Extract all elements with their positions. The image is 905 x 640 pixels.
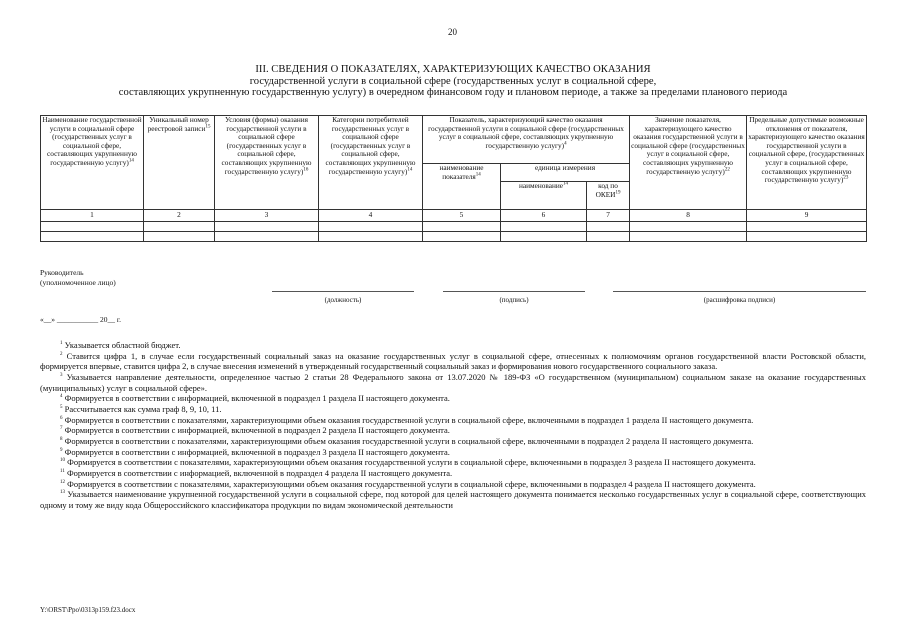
column-number: 4 <box>319 210 423 222</box>
file-path: Y:\ORST\Ppo\0313p159.f23.docx <box>40 606 136 614</box>
header-indicator-name: наименование показателя$^{14}$ <box>423 164 501 210</box>
column-number: 9 <box>747 210 867 222</box>
footnote: $^{13}$ Указывается наименование укрупненной государственной услуги в социальной сфере, под которой для целей настоящего документа понимается несколько государственных услуг в социальной сфере, соответствующих одному и тому же виду кода Общероссийского классификатора продукции по видам экономической деятельности <box>40 489 867 510</box>
footnote: $^5$ Рассчитывается как сумма граф 8, 9, 10, 11. <box>60 403 222 414</box>
position-caption: (должность) <box>324 296 362 304</box>
signature-head-sublabel: (уполномоченное лицо) <box>40 278 116 287</box>
name-line <box>613 291 866 292</box>
footnotes <box>40 340 866 511</box>
header-consumer-categories: Категории потребителей государственных услуг в социальной сфере (государственных услуг в социальной сфере, составляющих укрупненную государственную услугу)$^{14}$ <box>319 116 423 210</box>
header-conditions: Условия (формы) оказания государственной услуги в социальной сфере (государственных услуг в социальной сфере, составляющих укрупненную государственную услугу)$^{16}$ <box>215 116 319 210</box>
footnote: $^{11}$ Формируется в соответствии с информацией, включенной в подраздел 4 раздела II настоящего документа. <box>60 467 453 478</box>
header-quality-indicator: Показатель, характеризующий качество оказания государственной услуги в социальной сфере (государственных услуг в социальной сфере, составляющих укрупненную государственную услугу)$^4$ <box>423 116 630 164</box>
table-row <box>41 221 867 231</box>
footnote: $^6$ Формируется в соответствии с показателями, характеризующими объем оказания государственной услуги в социальной сфере, включенными в подраздел 1 раздела II настоящего документа. <box>60 414 754 425</box>
header-indicator-value: Значение показателя, характеризующего качество оказания государственной услуги в социальной сфере (государственных услуг в социальной сфере, составляющих укрупненную государственную услугу)$^{22}$ <box>630 116 747 210</box>
footnote: $^2$ Ставится цифра 1, в случае если государственный социальный заказ на оказание государственных услуг в социальной сфере, отнесенных к полномочиям органов государственной власти Ростовской области, формируется впервые, ставится цифра 2, в случае внесения изменений в утвержденный государственный социальный заказ и формирования нового государственного социального заказа. <box>40 350 867 372</box>
title-line-3: составляющих укрупненную государственную услугу) в очередном финансовом году и плановом периоде, а также за пределами планового периода <box>118 87 788 98</box>
footnote: $^9$ Формируется в соответствии с информацией, включенной в подраздел 3 раздела II настоящего документа. <box>60 446 450 457</box>
signature-date: «__» ___________ 20__ г. <box>40 315 121 324</box>
column-number: 5 <box>423 210 501 222</box>
signature-head-label: Руководитель <box>40 268 84 277</box>
header-allowed-deviations: Предельные допустимые возможные отклонения от показателя, характеризующего качество оказания государственной услуги в социальной сфере, (государственных услуг в социальной сфере, составляющих укрупненную государственную услугу)$^{23}$ <box>747 116 867 210</box>
header-service-name: Наименование государственной услуги в социальной сфере (государственных услуг в социальной сфере, составляющих укрупненную государственную услугу)$^{14}$ <box>41 116 144 210</box>
table-row <box>41 231 867 241</box>
column-number: 3 <box>215 210 319 222</box>
header-unit-name: наименование$^{14}$ <box>501 182 587 210</box>
footnote: $^{12}$ Формируется в соответствии с показателями, характеризующими объем оказания государственной услуги в социальной сфере, включенными в подраздел 4 раздела II настоящего документа. <box>60 478 756 489</box>
section-title <box>40 64 866 99</box>
footnote: $^3$ Указывается направление деятельности, определенное частью 2 статьи 28 Федерального закона от 13.07.2020 № 189-ФЗ «О государственном (муниципальном) социальном заказе на оказание государственных (муниципальных) услуг в социальной сфере». <box>40 371 867 393</box>
page-number: 20 <box>448 27 457 37</box>
footnote: $^8$ Формируется в соответствии с показателями, характеризующими объем оказания государственной услуги в социальной сфере, включенными в подраздел 2 раздела II настоящего документа. <box>60 435 754 446</box>
column-numbers-row <box>41 210 867 222</box>
header-unit: единица измерения <box>501 164 630 182</box>
signature-caption: (подпись) <box>499 296 529 304</box>
column-number: 6 <box>501 210 587 222</box>
signature-line <box>443 291 585 292</box>
footnote: $^4$ Формируется в соответствии с информацией, включенной в подраздел 1 раздела II настоящего документа. <box>60 393 450 404</box>
footnote: $^{10}$ Формируется в соответствии с показателями, характеризующими объем оказания государственной услуги в социальной сфере, включенными в подраздел 3 раздела II настоящего документа. <box>60 457 756 468</box>
header-registry-number: Уникальный номер реестровой записи$^{15}$ <box>144 116 215 210</box>
title-line-1: III. СВЕДЕНИЯ О ПОКАЗАТЕЛЯХ, ХАРАКТЕРИЗУЮЩИХ КАЧЕСТВО ОКАЗАНИЯ <box>255 64 651 75</box>
header-okei-code: код по ОКЕИ$^{19}$ <box>587 182 630 210</box>
position-line <box>272 291 414 292</box>
quality-indicators-table <box>40 115 867 242</box>
column-number: 2 <box>144 210 215 222</box>
footnote: $^1$ Указывается областной бюджет. <box>60 340 181 350</box>
footnote: $^7$ Формируется в соответствии с информацией, включенной в подраздел 2 раздела II настоящего документа. <box>60 425 450 436</box>
title-line-2: государственной услуги в социальной сфере (государственных услуг в социальной сфере, <box>249 75 657 87</box>
column-number: 7 <box>587 210 630 222</box>
column-number: 1 <box>41 210 144 222</box>
column-number: 8 <box>630 210 747 222</box>
name-caption: (расшифровка подписи) <box>703 296 776 304</box>
